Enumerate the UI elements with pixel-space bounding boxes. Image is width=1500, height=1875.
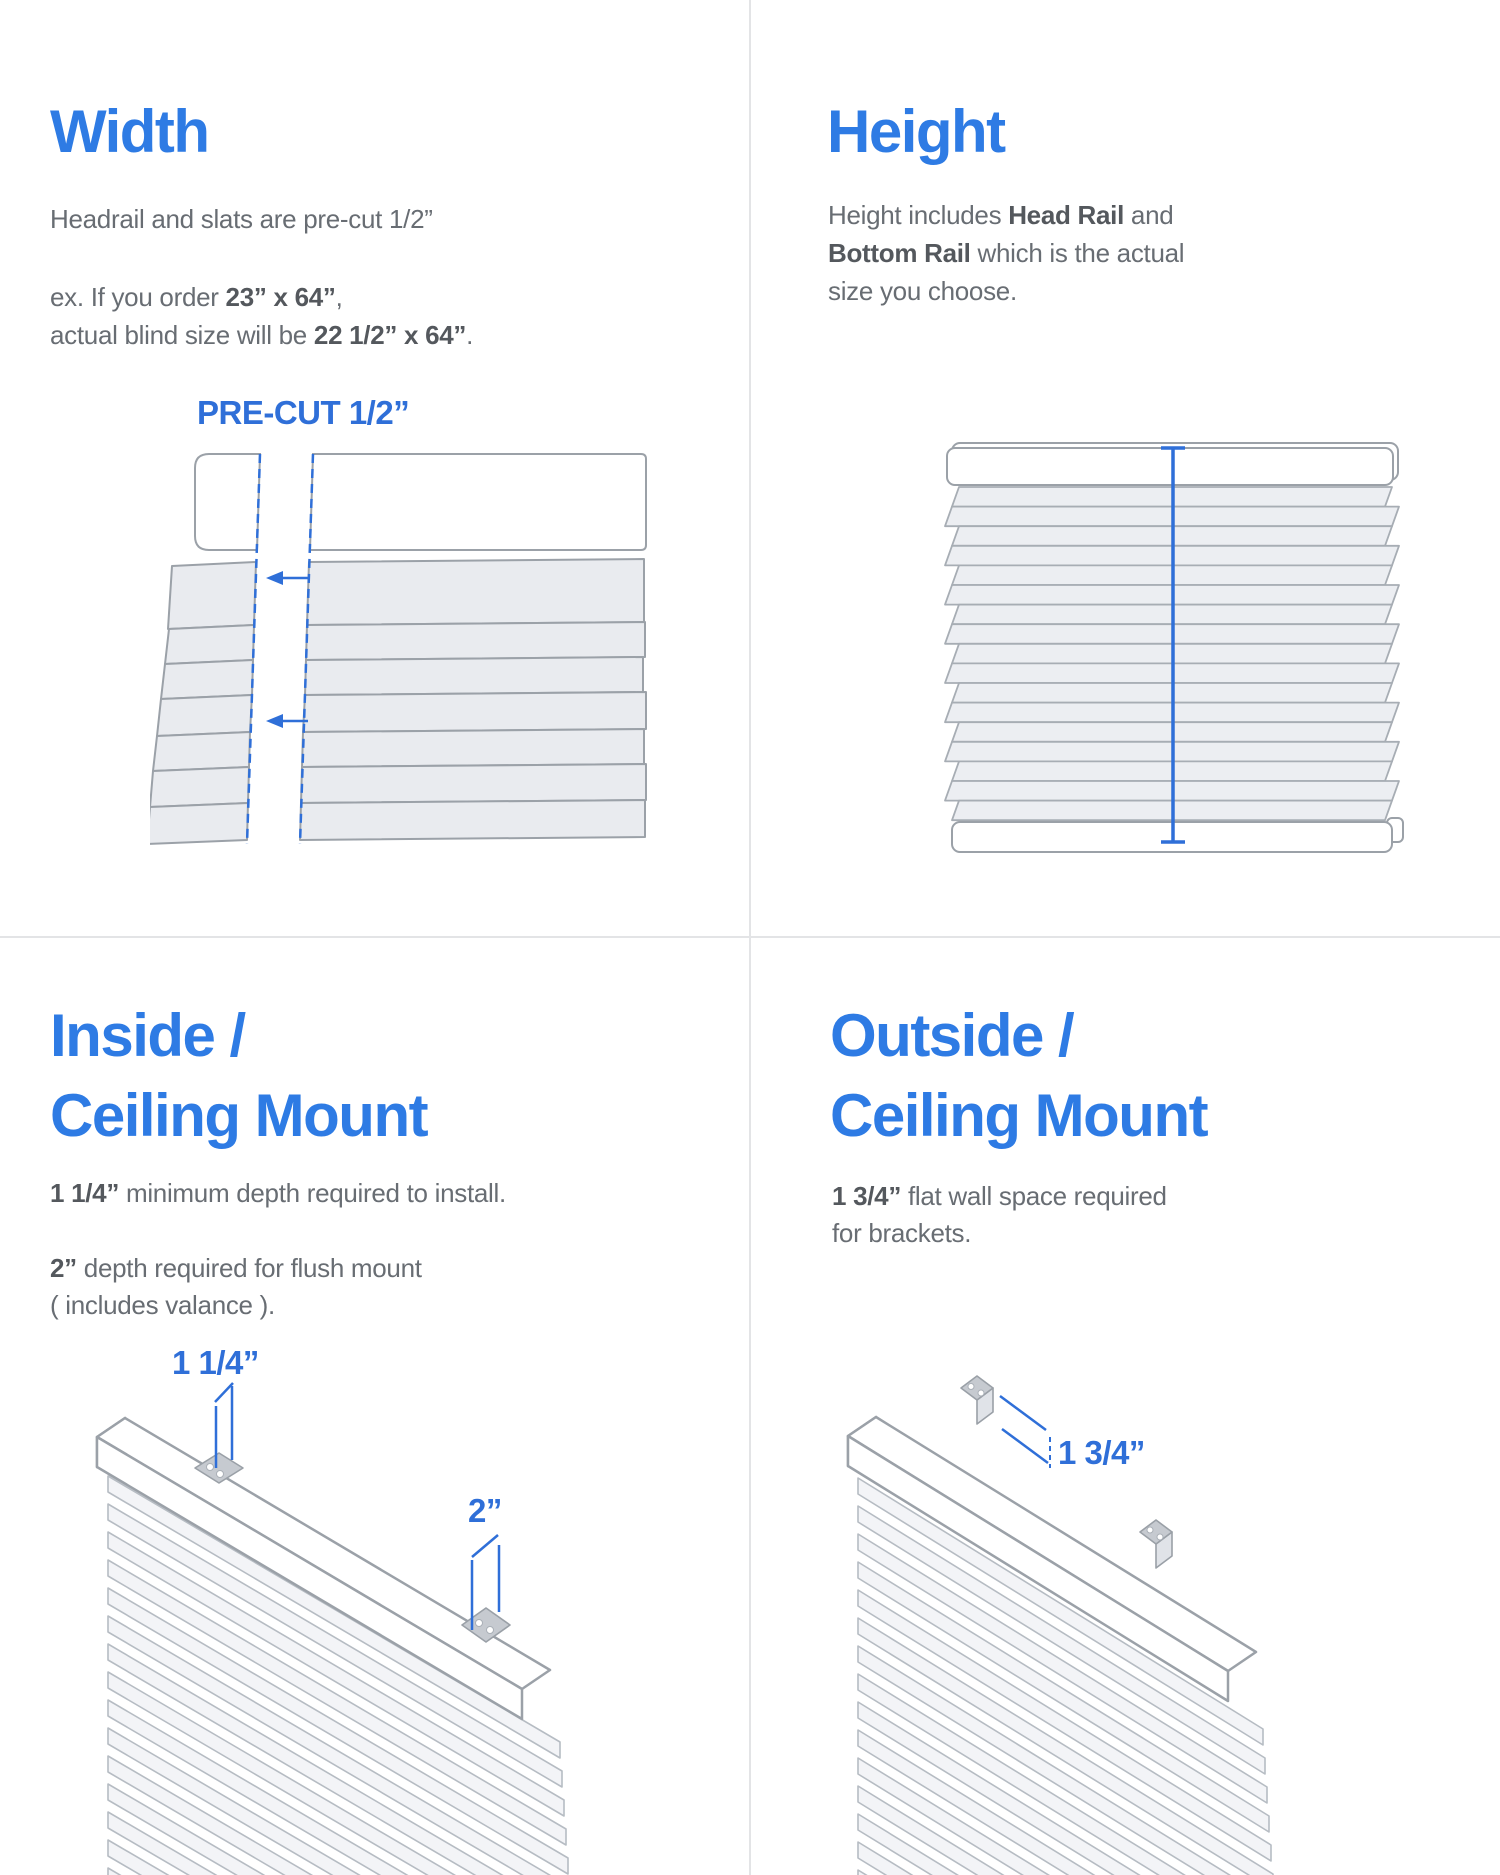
inside-flush-line1: 2” depth required for flush mount	[50, 1253, 422, 1283]
ceiling-bracket	[1140, 1520, 1172, 1568]
outside-title-line2: Ceiling Mount	[830, 1082, 1208, 1149]
dimension-leader	[1000, 1396, 1050, 1468]
headrail-main-piece	[310, 454, 646, 550]
width-example-line1: ex. If you order 23” x 64”,	[50, 282, 343, 312]
inside-depth-text: 1 1/4” minimum depth required to install.	[50, 1178, 506, 1208]
cut-arrow-icon	[266, 714, 308, 728]
inside-flush-line2: ( includes valance ).	[50, 1290, 275, 1320]
slat-stack-cutoff	[150, 562, 256, 844]
inside-dim-label-1: 1 1/4”	[172, 1344, 259, 1381]
outside-space-text	[832, 1178, 1167, 1252]
horizontal-divider	[0, 936, 1500, 938]
width-intro	[50, 200, 433, 238]
width-cut-diagram	[150, 430, 670, 860]
inside-dim-label-2: 2”	[468, 1492, 502, 1529]
inside-flush-text	[50, 1250, 422, 1324]
height-paragraph	[828, 196, 1184, 310]
inside-mount-diagram	[60, 1340, 720, 1875]
outside-space-line1: 1 3/4” flat wall space required	[832, 1181, 1167, 1211]
outside-mount-title	[830, 996, 1207, 1156]
precut-label: PRE-CUT 1/2”	[197, 394, 410, 431]
outside-mount-diagram	[830, 1340, 1450, 1875]
headrail	[947, 448, 1393, 485]
ceiling-bracket	[961, 1376, 993, 1424]
height-paragraph-line2: Bottom Rail which is the actual	[828, 238, 1185, 268]
height-paragraph-line3: size you choose.	[828, 276, 1017, 306]
cut-arrow-icon	[266, 571, 308, 585]
width-example-line2: actual blind size will be 22 1/2” x 64”.	[50, 320, 474, 350]
height-title: Height	[827, 98, 1005, 165]
height-paragraph-line1: Height includes Head Rail and	[828, 200, 1174, 230]
width-example	[50, 278, 473, 354]
inside-mount-title	[50, 996, 427, 1156]
width-title: Width	[50, 98, 209, 165]
headrail-cutoff-piece	[195, 454, 260, 550]
height-diagram	[940, 435, 1410, 860]
inside-title-line1: Inside /	[50, 1002, 245, 1069]
slat-stack-main	[300, 559, 646, 840]
outside-title-line1: Outside /	[830, 1002, 1074, 1069]
inside-title-line2: Ceiling Mount	[50, 1082, 428, 1149]
outside-space-line2: for brackets.	[832, 1218, 972, 1248]
width-intro-text: Headrail and slats are pre-cut 1/2”	[50, 204, 433, 234]
outside-dim-label: 1 3/4”	[1058, 1434, 1145, 1471]
